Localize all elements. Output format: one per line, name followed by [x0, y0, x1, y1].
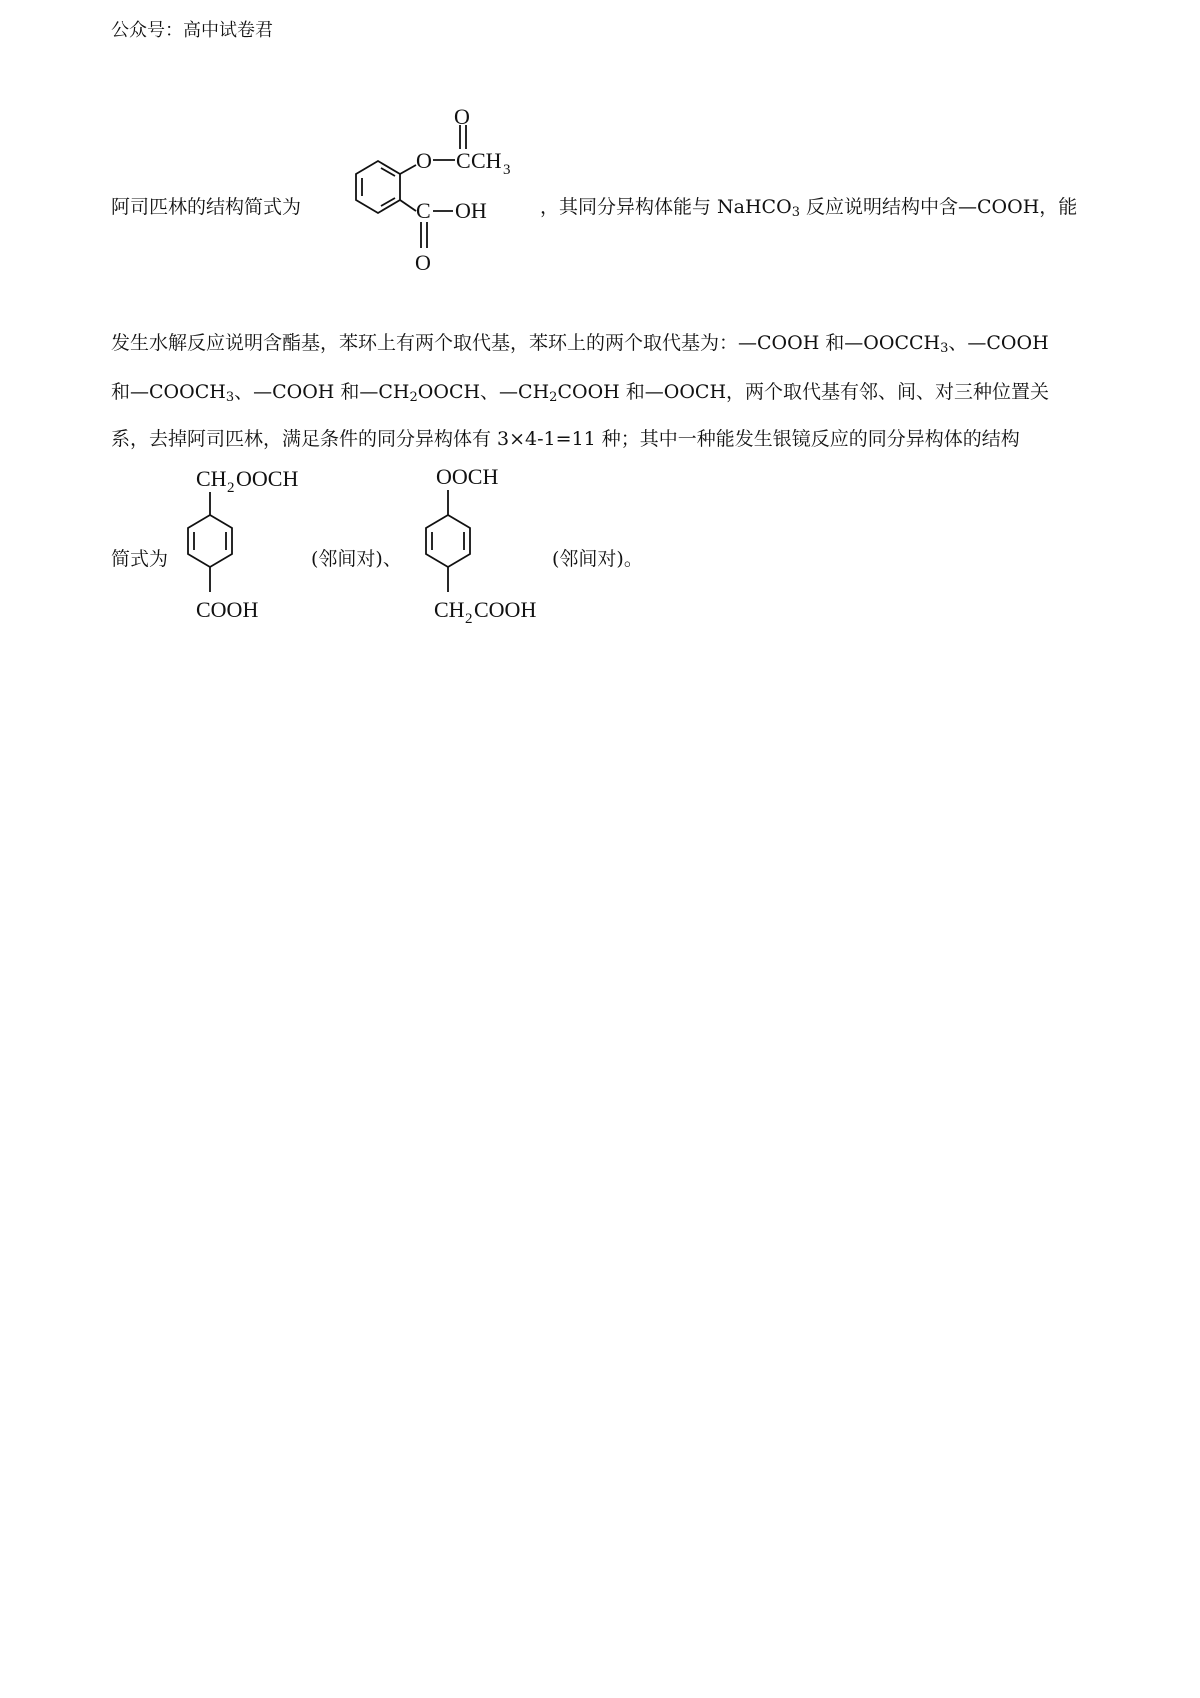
aspirin-structure [318, 104, 538, 298]
isomer2-top: OOCH [436, 464, 499, 489]
isomer2-bottom-b: COOH [474, 597, 537, 622]
bond [400, 165, 416, 174]
isomer1-top-sub: 2 [227, 480, 235, 496]
isomer1-bottom: COOH [196, 597, 259, 622]
aspirin-ch-sub: 3 [503, 162, 511, 178]
isomer2-bottom-sub: 2 [465, 611, 473, 627]
aspirin-o-ether: O [416, 148, 432, 173]
para1-lead: 阿司匹林的结构简式为 [111, 196, 302, 218]
para2-line3: 系，去掉阿司匹林，满足条件的同分异构体有 3×4-1=11 种；其中一种能发生银镜反应的同分异构体的结构 [111, 428, 1020, 450]
isomer1-structure [170, 462, 320, 644]
para2-line1: 发生水解反应说明含酯基，苯环上有两个取代基，苯环上的两个取代基为：—COOH 和$—OOCCH_3$、—COOH [111, 332, 1049, 356]
para3-lead: 简式为 [111, 548, 169, 570]
isomer2-structure [408, 462, 568, 644]
aspirin-o-top: O [454, 104, 470, 129]
para1-tail: ，其同分异构体能与 NaHCO$_3$ 反应说明结构中含—COOH，能 [540, 196, 1078, 220]
aspirin-oh: OH [455, 198, 487, 223]
isomer1-top-b: OOCH [236, 466, 299, 491]
aspirin-c-acyl: C [456, 148, 471, 173]
isomer1-top-a: CH [196, 466, 227, 491]
aspirin-ch: CH [471, 148, 502, 173]
isomer2-bottom-a: CH [434, 597, 465, 622]
para3-note2: (邻间对)。 [552, 548, 643, 570]
aspirin-o-bottom: O [415, 250, 431, 275]
aspirin-c-carboxyl: C [416, 198, 431, 223]
para3-note1: (邻间对)、 [311, 548, 402, 570]
bond [400, 200, 416, 211]
page-header: 公众号：高中试卷君 [111, 20, 273, 41]
para2-line2: 和$—COOCH_3$、—COOH 和$—CH_2OOCH$、$—CH_2COOH$ 和—OOCH，两个取代基有邻、间、对三种位置关 [111, 381, 1050, 405]
